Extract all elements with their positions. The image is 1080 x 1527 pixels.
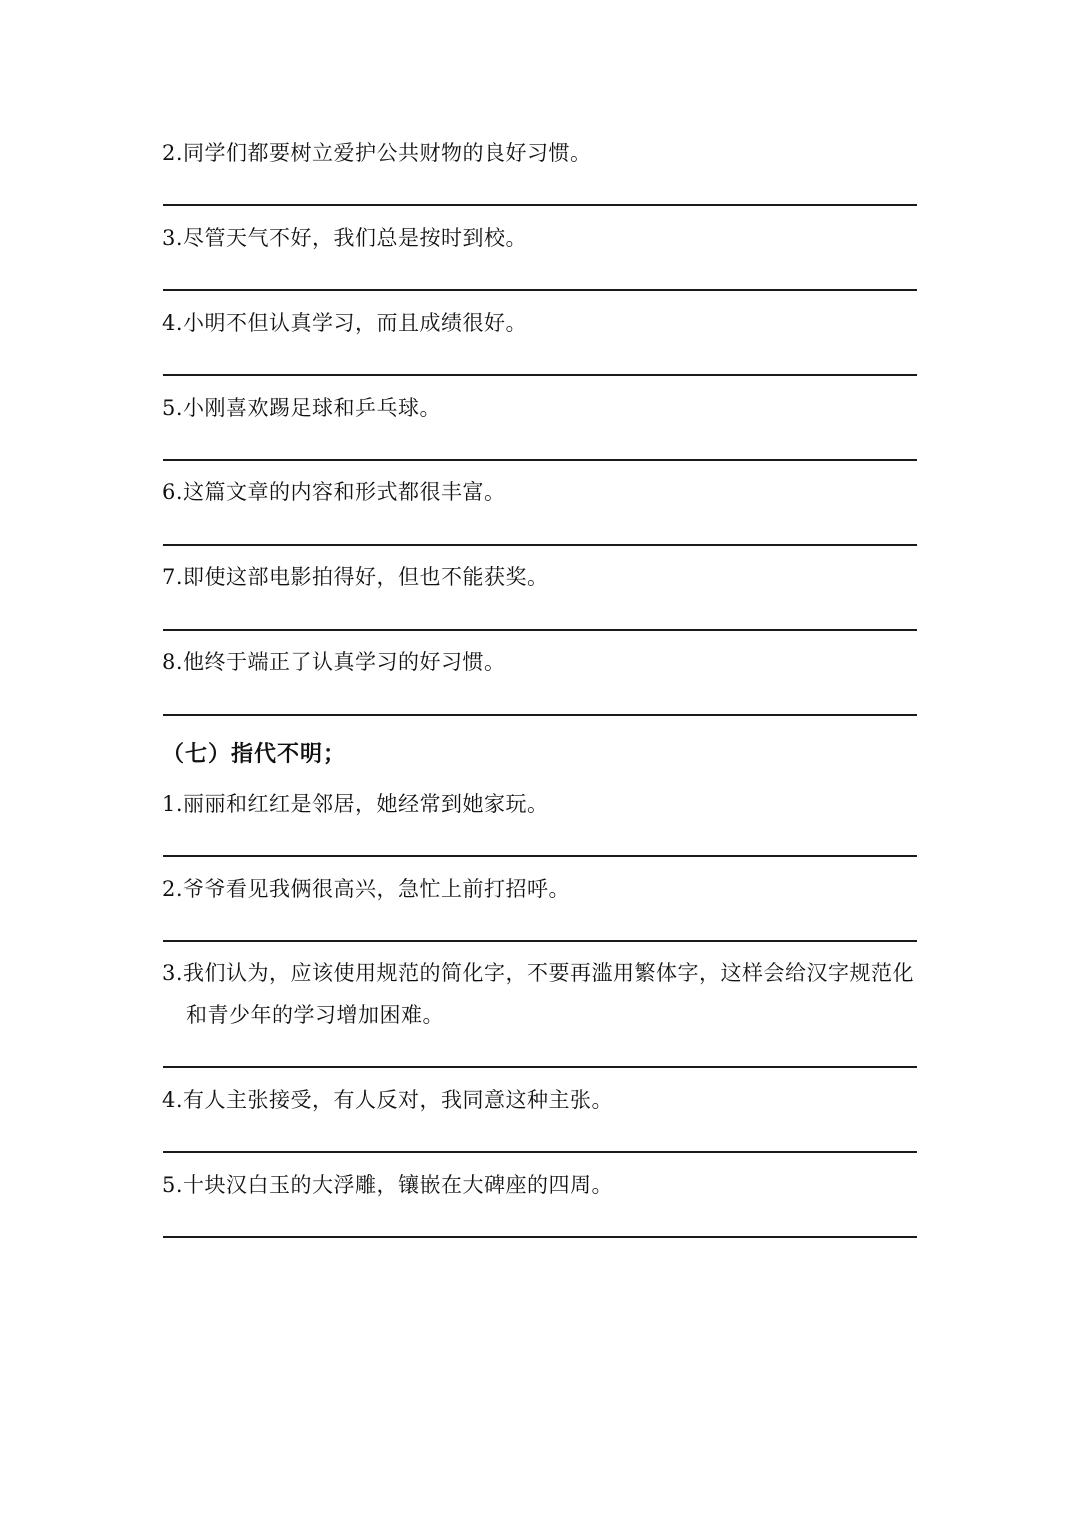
answer-line[interactable]	[163, 459, 917, 461]
sentence-continuation: 和青少年的学习增加困难。	[186, 1003, 444, 1027]
sentence-item: 7.即使这部电影拍得好，但也不能获奖。	[162, 565, 549, 589]
sentence-item: 5.十块汉白玉的大浮雕，镶嵌在大碑座的四周。	[162, 1173, 614, 1197]
sentence-item: 1.丽丽和红红是邻居，她经常到她家玩。	[162, 792, 549, 816]
answer-line[interactable]	[163, 289, 917, 291]
answer-line[interactable]	[163, 544, 917, 546]
sentence-item: 3.尽管天气不好，我们总是按时到校。	[162, 226, 528, 250]
answer-line[interactable]	[163, 855, 917, 857]
sentence-item: 6.这篇文章的内容和形式都很丰富。	[162, 480, 506, 504]
sentence-line: 3.我们认为，应该使用规范的简化字，不要再滥用繁体字，这样会给汉字规范化	[162, 961, 915, 985]
answer-line[interactable]	[163, 204, 917, 206]
answer-line[interactable]	[163, 714, 917, 716]
answer-line[interactable]	[163, 1066, 917, 1068]
sentence-item: 4.有人主张接受，有人反对，我同意这种主张。	[162, 1088, 614, 1112]
sentence-item: 5.小刚喜欢踢足球和乒乓球。	[162, 396, 442, 420]
answer-line[interactable]	[163, 374, 917, 376]
sentence-item: 4.小明不但认真学习，而且成绩很好。	[162, 311, 528, 335]
answer-line[interactable]	[163, 629, 917, 631]
sentence-item: 2.爷爷看见我俩很高兴，急忙上前打招呼。	[162, 877, 571, 901]
answer-line[interactable]	[163, 1151, 917, 1153]
sentence-item	[162, 952, 922, 1036]
answer-line[interactable]	[163, 1236, 917, 1238]
sentence-item: 2.同学们都要树立爱护公共财物的良好习惯。	[162, 141, 592, 165]
sentence-item: 8.他终于端正了认真学习的好习惯。	[162, 650, 506, 674]
section-heading: （七）指代不明；	[162, 742, 347, 767]
answer-line[interactable]	[163, 940, 917, 942]
